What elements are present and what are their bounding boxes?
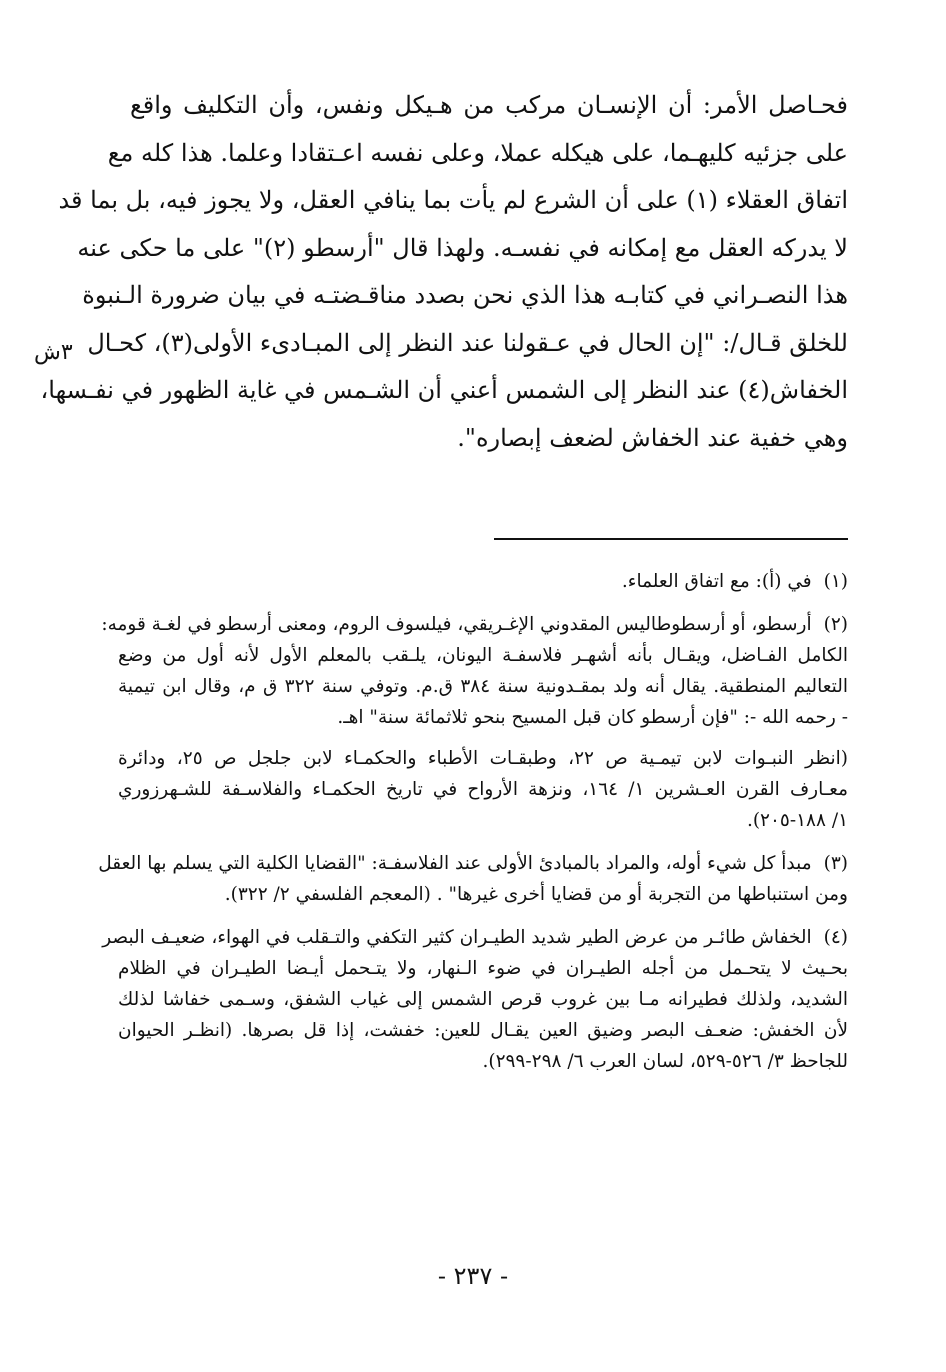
footnote-2 xyxy=(101,609,848,836)
footnote-line: الشديد، ولذلك فطيرانه مـا بين غروب قرص الشمس إلى غياب الشفق، وسـمى خفاشا لذلك xyxy=(118,989,848,1010)
footnote-number: (٢) xyxy=(823,614,848,635)
text-line: على جزئيه كليهـما، على هيكله عملا، وعلى نفسه اعـتقادا وعلما. هذا كله مع xyxy=(107,138,848,167)
footnote-line: لأن الخفش: ضعـف البصر وضيق العين يقـال للعين: خفشت، إذا قل بصرها. (انظـر الحيوان xyxy=(118,1020,848,1041)
footnote-reference-line: ١/ ١٨٨-٢٠٥). xyxy=(746,810,848,831)
text-line: هذا النصـراني في كتابـه هذا الذي نحن بصدد مناقـضتـه في بيان ضرورة الـنبوة xyxy=(82,281,848,309)
footnotes xyxy=(98,566,848,1089)
footnote-1 xyxy=(118,566,848,597)
footnote-line: ومن استنباطها من التجربة أو من قضايا أخرى غيرها" . (المعجم الفلسفي ٢/ ٣٢٢). xyxy=(224,884,848,905)
footnote-line: - رحمه الله -: "فإن أرسطو كان قبل المسيح بنحو ثلاثمائة سنة" اهـ. xyxy=(337,707,848,728)
text-line: وهي خفية عند الخفاش لضعف إبصاره". xyxy=(457,423,848,452)
footnote-line: (١)في (أ): مع اتفاق العلماء. xyxy=(118,566,848,597)
footnote-separator xyxy=(494,538,848,540)
footnote-line: بحـيث لا يتحـمل من أجله الطيـران في ضوء الـنهار، ولا يتـحمل أيـضا الطيـران في الظلام xyxy=(118,958,848,979)
footnote-3 xyxy=(98,848,848,910)
footnote-number: (٣) xyxy=(823,853,848,874)
text-line: الخفاش(٤) عند النظر إلى الشمس أعني أن الشـمس في غاية الظهور في نفـسها، xyxy=(40,376,848,404)
text-line: فحـاصل الأمر: أن الإنسـان مركب من هـيكل ونفس، وأن التكليف واقع xyxy=(130,91,848,119)
text-line: لا يدركه العقل مع إمكانه في نفسـه. ولهذا قال "أرسطو (٢)" على ما حكى عنه xyxy=(77,233,848,262)
page-number: - ٢٣٧ - xyxy=(437,1262,509,1290)
footnote-line: (٤)الخفاش طائـر من عرض الطير شديد الطيـران كثير التكفي والتـقلب في الهواء، ضعيـف البصر xyxy=(118,922,848,953)
footnote-number: (١) xyxy=(823,571,848,592)
footnote-number: (٤) xyxy=(823,927,848,948)
footnote-line: الكامل الفـاضل، ويقـال بأنه أشهـر فلاسفـة اليونان، يلـقب بالمعلم الأول لأنه أول من وضع xyxy=(118,645,848,666)
footnote-line: التعاليم المنطقية. يقال أنه ولد بمقـدونية سنة ٣٨٤ ق.م. وتوفي سنة ٣٢٢ ق م، وقال ابن تيمية xyxy=(118,676,848,697)
manuscript-margin-note: ٣ش xyxy=(34,340,73,365)
footnote-reference-line: (انظر النبـوات لابن تيمـية ص ٢٢، وطبقـات الأطباء والحكمـاء لابن جلجل ص ٢٥، ودائرة xyxy=(118,748,848,769)
footnote-line: (٣)مبدأ كل شيء أوله، والمراد بالمبادئ الأولى عند الفلاسفـة: "القضايا الكلية التي يسلم بها العقل xyxy=(118,848,848,879)
text-line: للخلق قـال/: "إن الحال في عـقولنا عند النظر إلى المبـادىء الأولى(٣)، كحـال xyxy=(87,328,848,357)
footnote-4 xyxy=(102,922,848,1077)
text-line: اتفاق العقلاء (١) على أن الشرع لم يأت بما ينافي العقل، ولا يجوز فيه، بل بما قد xyxy=(58,186,848,214)
footnote-line: للجاحظ ٣/ ٥٢٦-٥٢٩، لسان العرب ٦/ ٢٩٨-٢٩٩). xyxy=(482,1051,848,1072)
footnote-reference-line: معـارف القرن العـشرين ١/ ١٦٤، ونزهة الأرواح في تاريخ الحكمـاء والفلاسـفة للشـهرزوري xyxy=(118,779,848,800)
footnote-line: (٢)أرسطو، أو أرسطوطاليس المقدوني الإغـريقي، فيلسوف الروم، ومعنى أرسطو في لغـة قومه: xyxy=(118,609,848,640)
